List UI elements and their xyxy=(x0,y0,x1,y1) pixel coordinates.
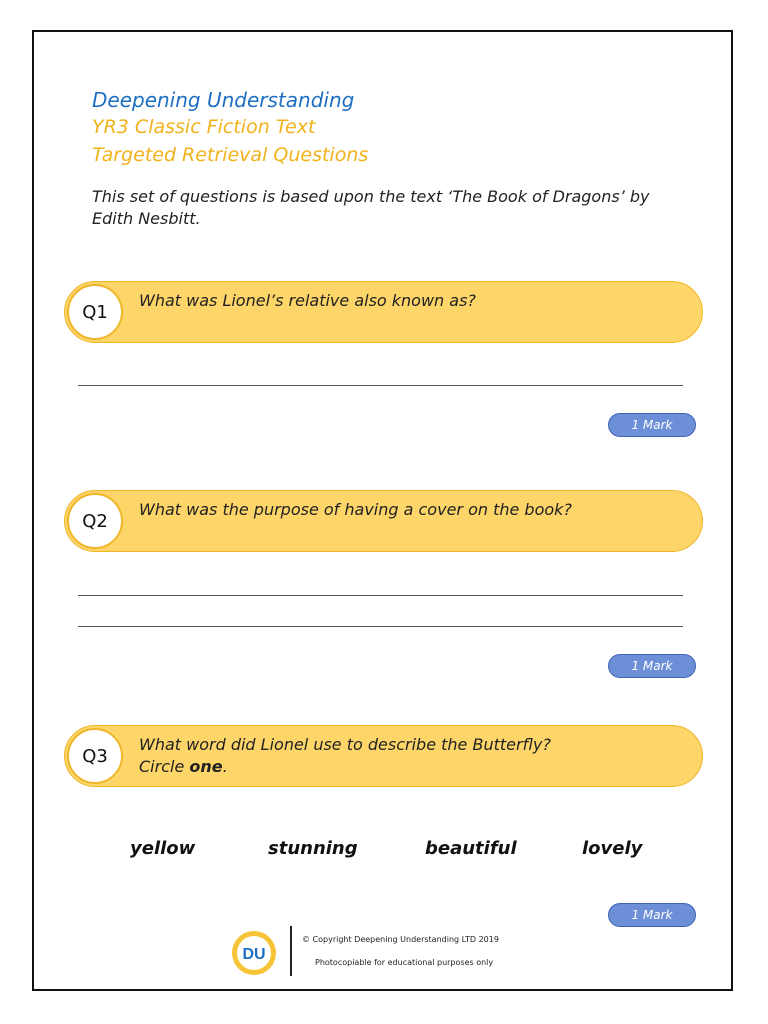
question-3-line1: What word did Lionel use to describe the Butterfly? xyxy=(139,735,551,754)
question-2-number: Q2 xyxy=(67,493,123,549)
mark-badge: 1 Mark xyxy=(608,413,696,437)
question-2-bar xyxy=(64,490,703,552)
du-logo-icon xyxy=(231,930,277,976)
page-title: Deepening Understanding xyxy=(92,88,355,112)
footer-note: Photocopiable for educational purposes only xyxy=(315,958,494,967)
question-3-line2-prefix: Circle xyxy=(139,757,190,776)
option-stunning[interactable]: stunning xyxy=(268,838,358,859)
answer-line[interactable] xyxy=(78,595,683,596)
question-3-number: Q3 xyxy=(67,728,123,784)
question-2-text: What was the purpose of having a cover on the book? xyxy=(139,500,572,519)
question-3-bar xyxy=(64,725,703,787)
du-logo-text: DU xyxy=(242,946,266,963)
answer-line[interactable] xyxy=(78,385,683,386)
question-1-text: What was Lionel’s relative also known as? xyxy=(139,291,476,310)
question-3-line2-suffix: . xyxy=(222,757,228,776)
footer-copyright: © Copyright Deepening Understanding LTD 2019 xyxy=(302,935,499,944)
answer-line[interactable] xyxy=(78,626,683,627)
mark-badge: 1 Mark xyxy=(608,654,696,678)
page-subtitle-year: YR3 Classic Fiction Text xyxy=(92,116,316,138)
option-yellow[interactable]: yellow xyxy=(130,838,196,859)
intro-text: This set of questions is based upon the text ‘The Book of Dragons’ by Edith Nesbitt. xyxy=(92,187,650,228)
page-subtitle-type: Targeted Retrieval Questions xyxy=(92,144,369,166)
question-3-text xyxy=(139,734,684,778)
question-1-bar xyxy=(64,281,703,343)
mark-badge: 1 Mark xyxy=(608,903,696,927)
question-1-number: Q1 xyxy=(67,284,123,340)
option-lovely[interactable]: lovely xyxy=(582,838,643,859)
option-beautiful[interactable]: beautiful xyxy=(425,838,517,859)
footer-divider xyxy=(290,926,292,976)
question-3-emphasis: one xyxy=(189,757,223,776)
